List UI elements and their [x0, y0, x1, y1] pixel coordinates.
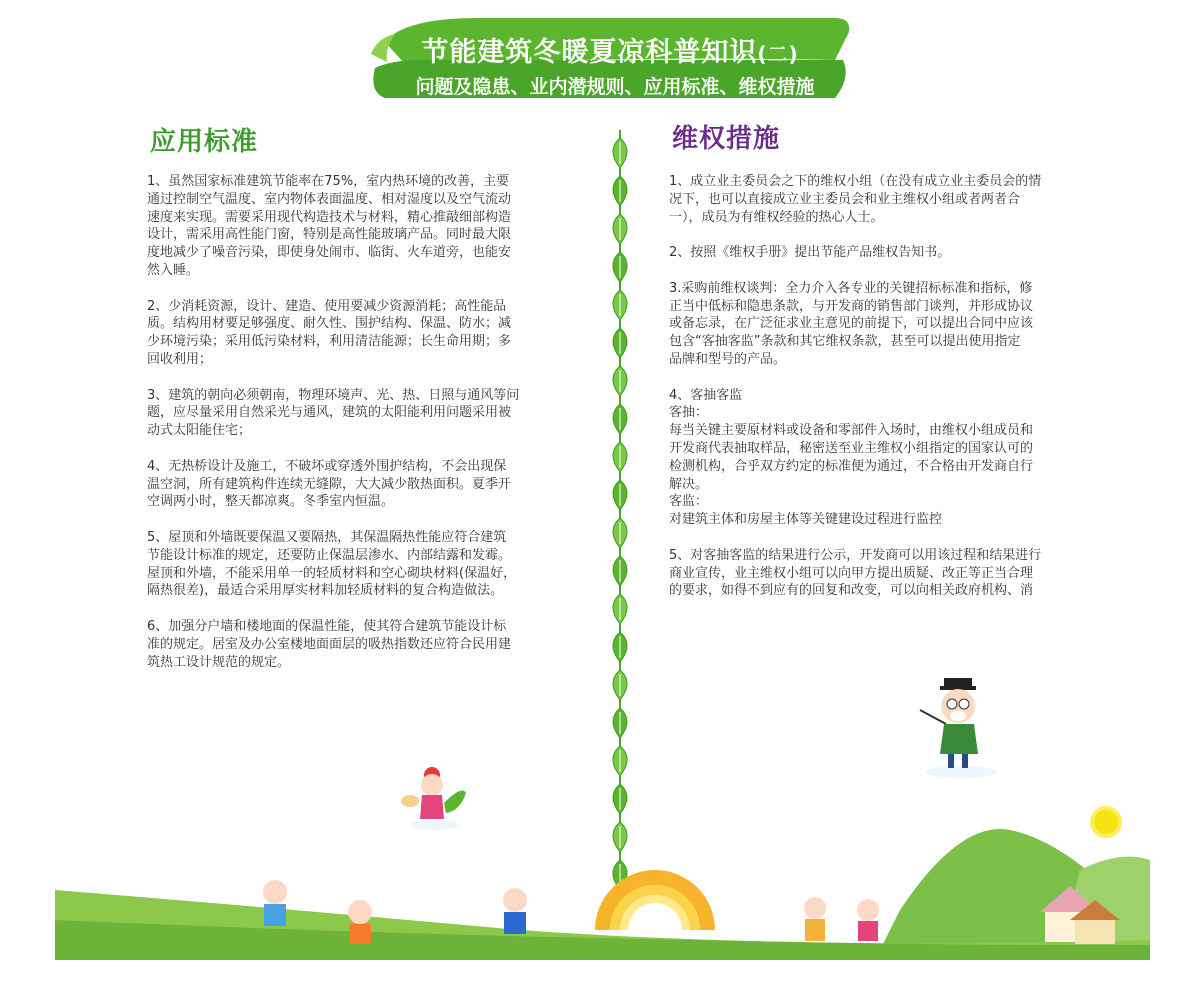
text-line: 检测机构，合乎双方约定的标准便为通过，不合格由开发商自行: [669, 458, 1034, 474]
text-line: 温空洞，所有建筑构件连续无缝隙，大大减少散热面积。夏季开: [147, 476, 512, 492]
text-line: 对建筑主体和房屋主体等关键建设过程进行监控: [669, 512, 943, 528]
text-line: 3.采购前维权谈判：全力介入各专业的关键招标标准和指标，修: [669, 280, 1033, 296]
header-banner: [365, 12, 855, 100]
text-line: 1、虽然国家标准建筑节能率在75%，室内热环境的改善，主要: [147, 174, 510, 189]
right-column: [669, 173, 1089, 618]
text-line: 质。结构用材要足够强度、耐久性、围护结构、保温、防水；减: [147, 316, 512, 332]
left-paragraph-1: [147, 173, 562, 280]
text-line: 动式太阳能住宅；: [147, 423, 252, 439]
banner-subtitle: 问题及隐患、业内潜规则、应用标准、维权措施: [415, 76, 815, 98]
text-line: 筑热工设计规范的规定。: [147, 654, 291, 670]
text-line: 速度来实现。需要采用现代构造技术与材料，精心推敲细部构造: [147, 209, 512, 225]
text-line: 4、客抽客监: [669, 387, 743, 403]
left-paragraph-5: [147, 529, 562, 600]
text-line: 准的规定。居室及办公室楼地面面层的吸热指数还应符合民用建: [147, 636, 512, 652]
text-line: 5、屋顶和外墙既要保温又要隔热，其保温隔热性能应符合建筑: [147, 529, 507, 545]
right-paragraph-5: [669, 547, 1089, 600]
text-line: 少环境污染；采用低污染材料，利用清洁能源；长生命用期；多: [147, 334, 512, 350]
text-line: 2、少消耗资源，设计、建造、使用要减少资源消耗；高性能品: [147, 298, 507, 314]
left-paragraph-6: [147, 618, 562, 671]
text-line: 4、无热桥设计及施工，不破坏或穿透外围护结构，不会出现保: [147, 458, 507, 474]
left-paragraph-3: [147, 387, 562, 440]
text-line: 每当关键主要原材料或设备和零部件入场时，由维权小组成员和: [669, 423, 1034, 439]
text-line: 5、对客抽客监的结果进行公示，开发商可以用该过程和结果进行: [669, 547, 1042, 563]
text-line: 回收利用；: [147, 351, 213, 367]
text-line: 况下，也可以直接成立业主委员会和业主维权小组或者两者合: [669, 191, 1021, 207]
right-paragraph-2: [669, 244, 1089, 262]
left-section-heading: 应用标准: [150, 127, 259, 157]
right-paragraph-4: [669, 387, 1089, 529]
text-line: 1、成立业主委员会之下的维权小组（在没有成立业主委员会的情: [669, 174, 1042, 189]
banner-title-suffix: (二): [757, 42, 799, 66]
text-line: 度地减少了噪音污染，即使身处闹市、临街、火车道旁，也能安: [147, 245, 512, 261]
right-section-heading: 维权措施: [672, 124, 781, 154]
banner-title: [395, 30, 825, 69]
text-line: 节能设计标准的规定，还要防止保温层渗水、内部结露和发霉。: [147, 547, 512, 563]
text-line: 客监：: [669, 494, 709, 510]
text-line: 品牌和型号的产品。: [669, 351, 787, 367]
text-line: 屋顶和外墙，不能采用单一的轻质材料和空心砌块材料(保温好，: [147, 565, 517, 581]
text-line: 正当中低标和隐患条款，与开发商的销售部门谈判，并形成协议: [669, 298, 1034, 314]
text-line: 6、加强分户墙和楼地面的保温性能，使其符合建筑节能设计标: [147, 618, 507, 634]
text-line: 3、建筑的朝向必须朝南，物理环境声、光、热、日照与通风等问: [147, 387, 520, 403]
text-line: 2、按照《维权手册》提出节能产品维权告知书。: [669, 245, 951, 261]
text-line: 开发商代表抽取样品，秘密送至业主维权小组指定的国家认可的: [669, 440, 1034, 456]
text-line: 客抽：: [669, 405, 709, 421]
text-line: 解决。: [669, 476, 709, 492]
text-line: 通过控制空气温度、室内物体表面温度、相对湿度以及空气流动: [147, 191, 512, 207]
banner-title-text: 节能建筑冬暖夏凉科普知识: [421, 37, 758, 68]
text-line: 空调两小时，整天都凉爽。冬季室内恒温。: [147, 494, 395, 510]
text-line: 题，应尽量采用自然采光与通风，建筑的太阳能利用问题采用被: [147, 405, 512, 421]
text-line: 然入睡。: [147, 262, 200, 278]
right-paragraph-1: [669, 173, 1089, 226]
text-line: 的要求，如得不到应有的回复和改变，可以向相关政府机构、消: [669, 583, 1034, 599]
landscape-scene: [0, 760, 1204, 993]
text-line: 一），成员为有维权经验的热心人士。: [669, 209, 884, 225]
text-line: 包含“客抽客监”条款和其它维权条款，甚至可以提出使用指定: [669, 334, 1021, 350]
right-paragraph-3: [669, 280, 1089, 369]
left-paragraph-2: [147, 298, 562, 369]
text-line: 商业宣传，业主维权小组可以向甲方提出质疑、改正等正当合理: [669, 565, 1034, 581]
left-column: [147, 173, 562, 689]
text-line: 设计，需采用高性能门窗，特别是高性能玻璃产品。同时最大限: [147, 227, 512, 243]
text-line: 或备忘录，在广泛征求业主意见的前提下，可以提出合同中应该: [669, 316, 1034, 332]
left-paragraph-4: [147, 458, 562, 511]
text-line: 隔热很差)，最适合采用厚实材料加轻质材料的复合构造做法。: [147, 583, 504, 599]
